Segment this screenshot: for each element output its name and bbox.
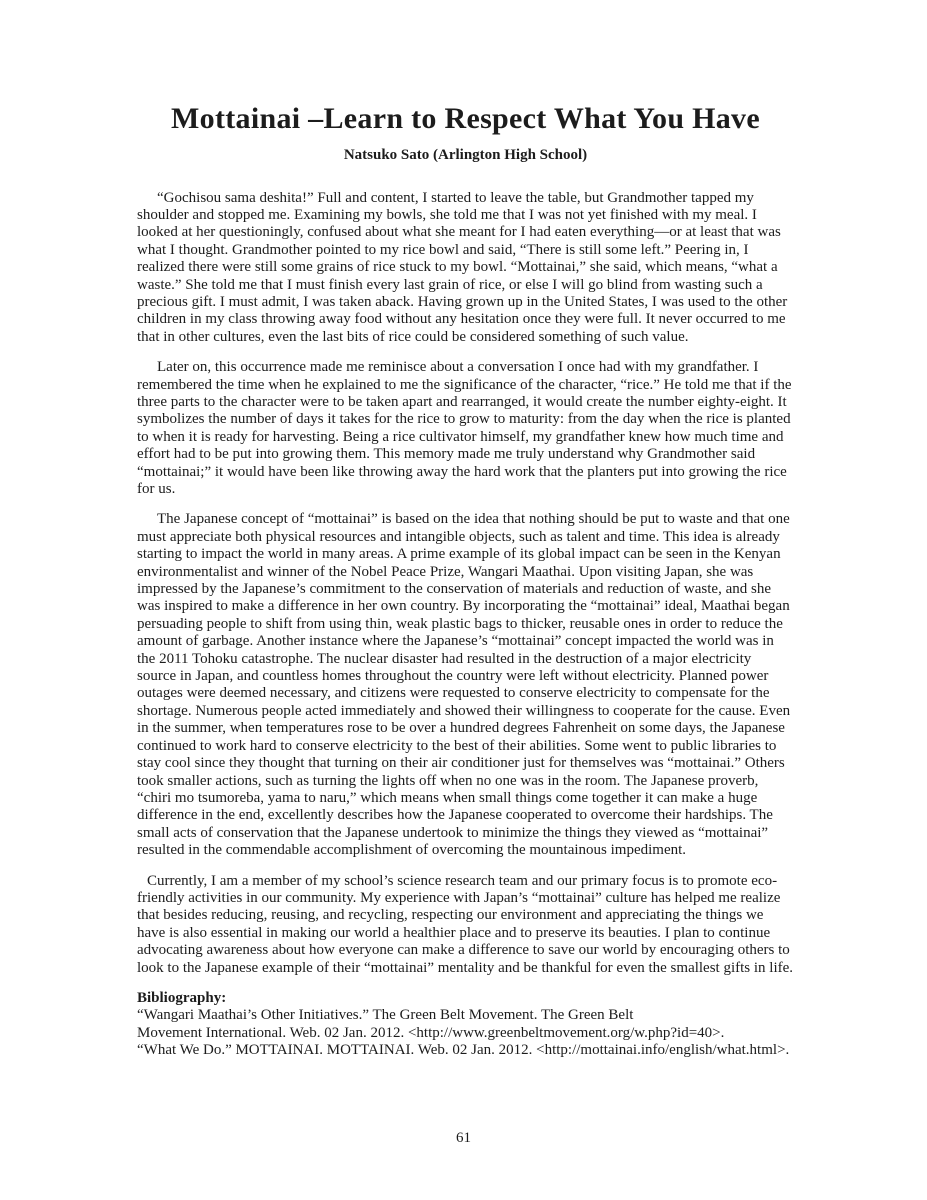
essay-paragraph-1: “Gochisou sama deshita!” Full and content, I started to leave the table, but Grandmother tapped my shoulder and stopped me. Examining my bowls, she told me that I was not yet finished with my meal. I looked at her questioningly, confused about what she meant for I had eaten everything—or at least that was what I thought. Grandmother pointed to my rice bowl and said, “There is still some left.” Peering in, I realized there were still some grains of rice stuck to my bowl. “Mottainai,” she said, which means, “what a waste.” She told me that I must finish every last grain of rice, or else I will go blind from wasting such a precious gift. I must admit, I was taken aback. Having grown up in the United States, I was used to the other children in my class throwing away food without any hesitation once they were full. It never occurred to me that in other cultures, even the last bits of rice could be considered something of such value.: [137, 189, 788, 345]
essay-author: Natsuko Sato (Arlington High School): [343, 146, 588, 163]
bibliography-heading: Bibliography:: [137, 989, 227, 1006]
bibliography-entry-3: “What We Do.” MOTTAINAI. MOTTAINAI. Web. 02 Jan. 2012. <http://mottainai.info/english/what.html>.: [137, 1042, 790, 1059]
page-number: 61: [456, 1130, 471, 1146]
document-content: [137, 0, 794, 1060]
bibliography-entry-1: “Wangari Maathai’s Other Initiatives.” The Green Belt Movement. The Green Belt: [137, 1007, 634, 1024]
bibliography-entry-2: Movement International. Web. 02 Jan. 2012. <http://www.greenbeltmovement.org/w.php?id=40>.: [137, 1024, 725, 1041]
essay-paragraph-4: Currently, I am a member of my school’s science research team and our primary focus is to promote eco-friendly activities in our community. My experience with Japan’s “mottainai” culture has helped me realize that besides reducing, reusing, and recycling, respecting our environment and appreciating the things we have is also essential in making our world a healthier place and to preserve its beauties. I plan to continue advocating awareness about how everyone can make a difference to save our world by encouraging others to look to the Japanese example of their “mottainai” mentality and be thankful for even the smallest gifts in life.: [137, 872, 794, 976]
essay-title: Mottainai –Learn to Respect What You Have: [171, 102, 760, 135]
essay-paragraph-2: Later on, this occurrence made me reminisce about a conversation I once had with my grandfather. I remembered the time when he explained to me the significance of the character, “rice.” He told me that if the three parts to the character were to be taken apart and rearranged, it would create the number eighty-eight. It symbolizes the number of days it takes for the rice to grow to maturity: from the day when the rice is planted to when it is ready for harvesting. Being a rice cultivator himself, my grandfather knew how much time and effort had to be put into growing them. This memory made me truly understand why Grandmother said “mottainai;” it would have been like throwing away the hard work that the planters put into growing the rice for us.: [137, 359, 792, 497]
essay-paragraph-3: The Japanese concept of “mottainai” is based on the idea that nothing should be put to waste and that one must appreciate both physical resources and intangible objects, such as talent and time. This idea is already starting to impact the world in many areas. A prime example of its global impact can be seen in the Kenyan environmentalist and winner of the Nobel Peace Prize, Wangari Maathai. Upon visiting Japan, she was impressed by the Japanese’s commitment to the conservation of materials and reduction of waste, and she was inspired to make a difference in her own country. By incorporating the “mottainai” ideal, Maathai began persuading people to shift from using thin, weak plastic bags to thicker, reusable ones in order to reduce the amount of garbage. Another instance where the Japanese’s “mottainai” concept impacted the world was in the 2011 Tohoku catastrophe. The nuclear disaster had resulted in the destruction of a major electricity source in Japan, and countless homes throughout the country were left without electricity. Planned power outages were deemed necessary, and citizens were requested to conserve electricity to compensate for the shortage. Numerous people acted immediately and showed their willingness to cooperate for the cause. Even in the summer, when temperatures rose to be over a hundred degrees Fahrenheit on some days, the Japanese continued to work hard to conserve electricity to the best of their abilities. Some went to public libraries to stay cool since they thought that turning on their air conditioner just for themselves was “mottainai.” Others took smaller actions, such as turning the lights off when no one was in the room. The Japanese proverb, “chiri mo tsumoreba, yama to naru,” which means when small things come together it can make a huge difference in the end, excellently describes how the Japanese cooperated to overcome their hardships. The small acts of conservation that the Japanese undertook to minimize the things they viewed as “mottainai” resulted in the commendable accomplishment of overcoming the mountainous impediment.: [137, 511, 791, 859]
